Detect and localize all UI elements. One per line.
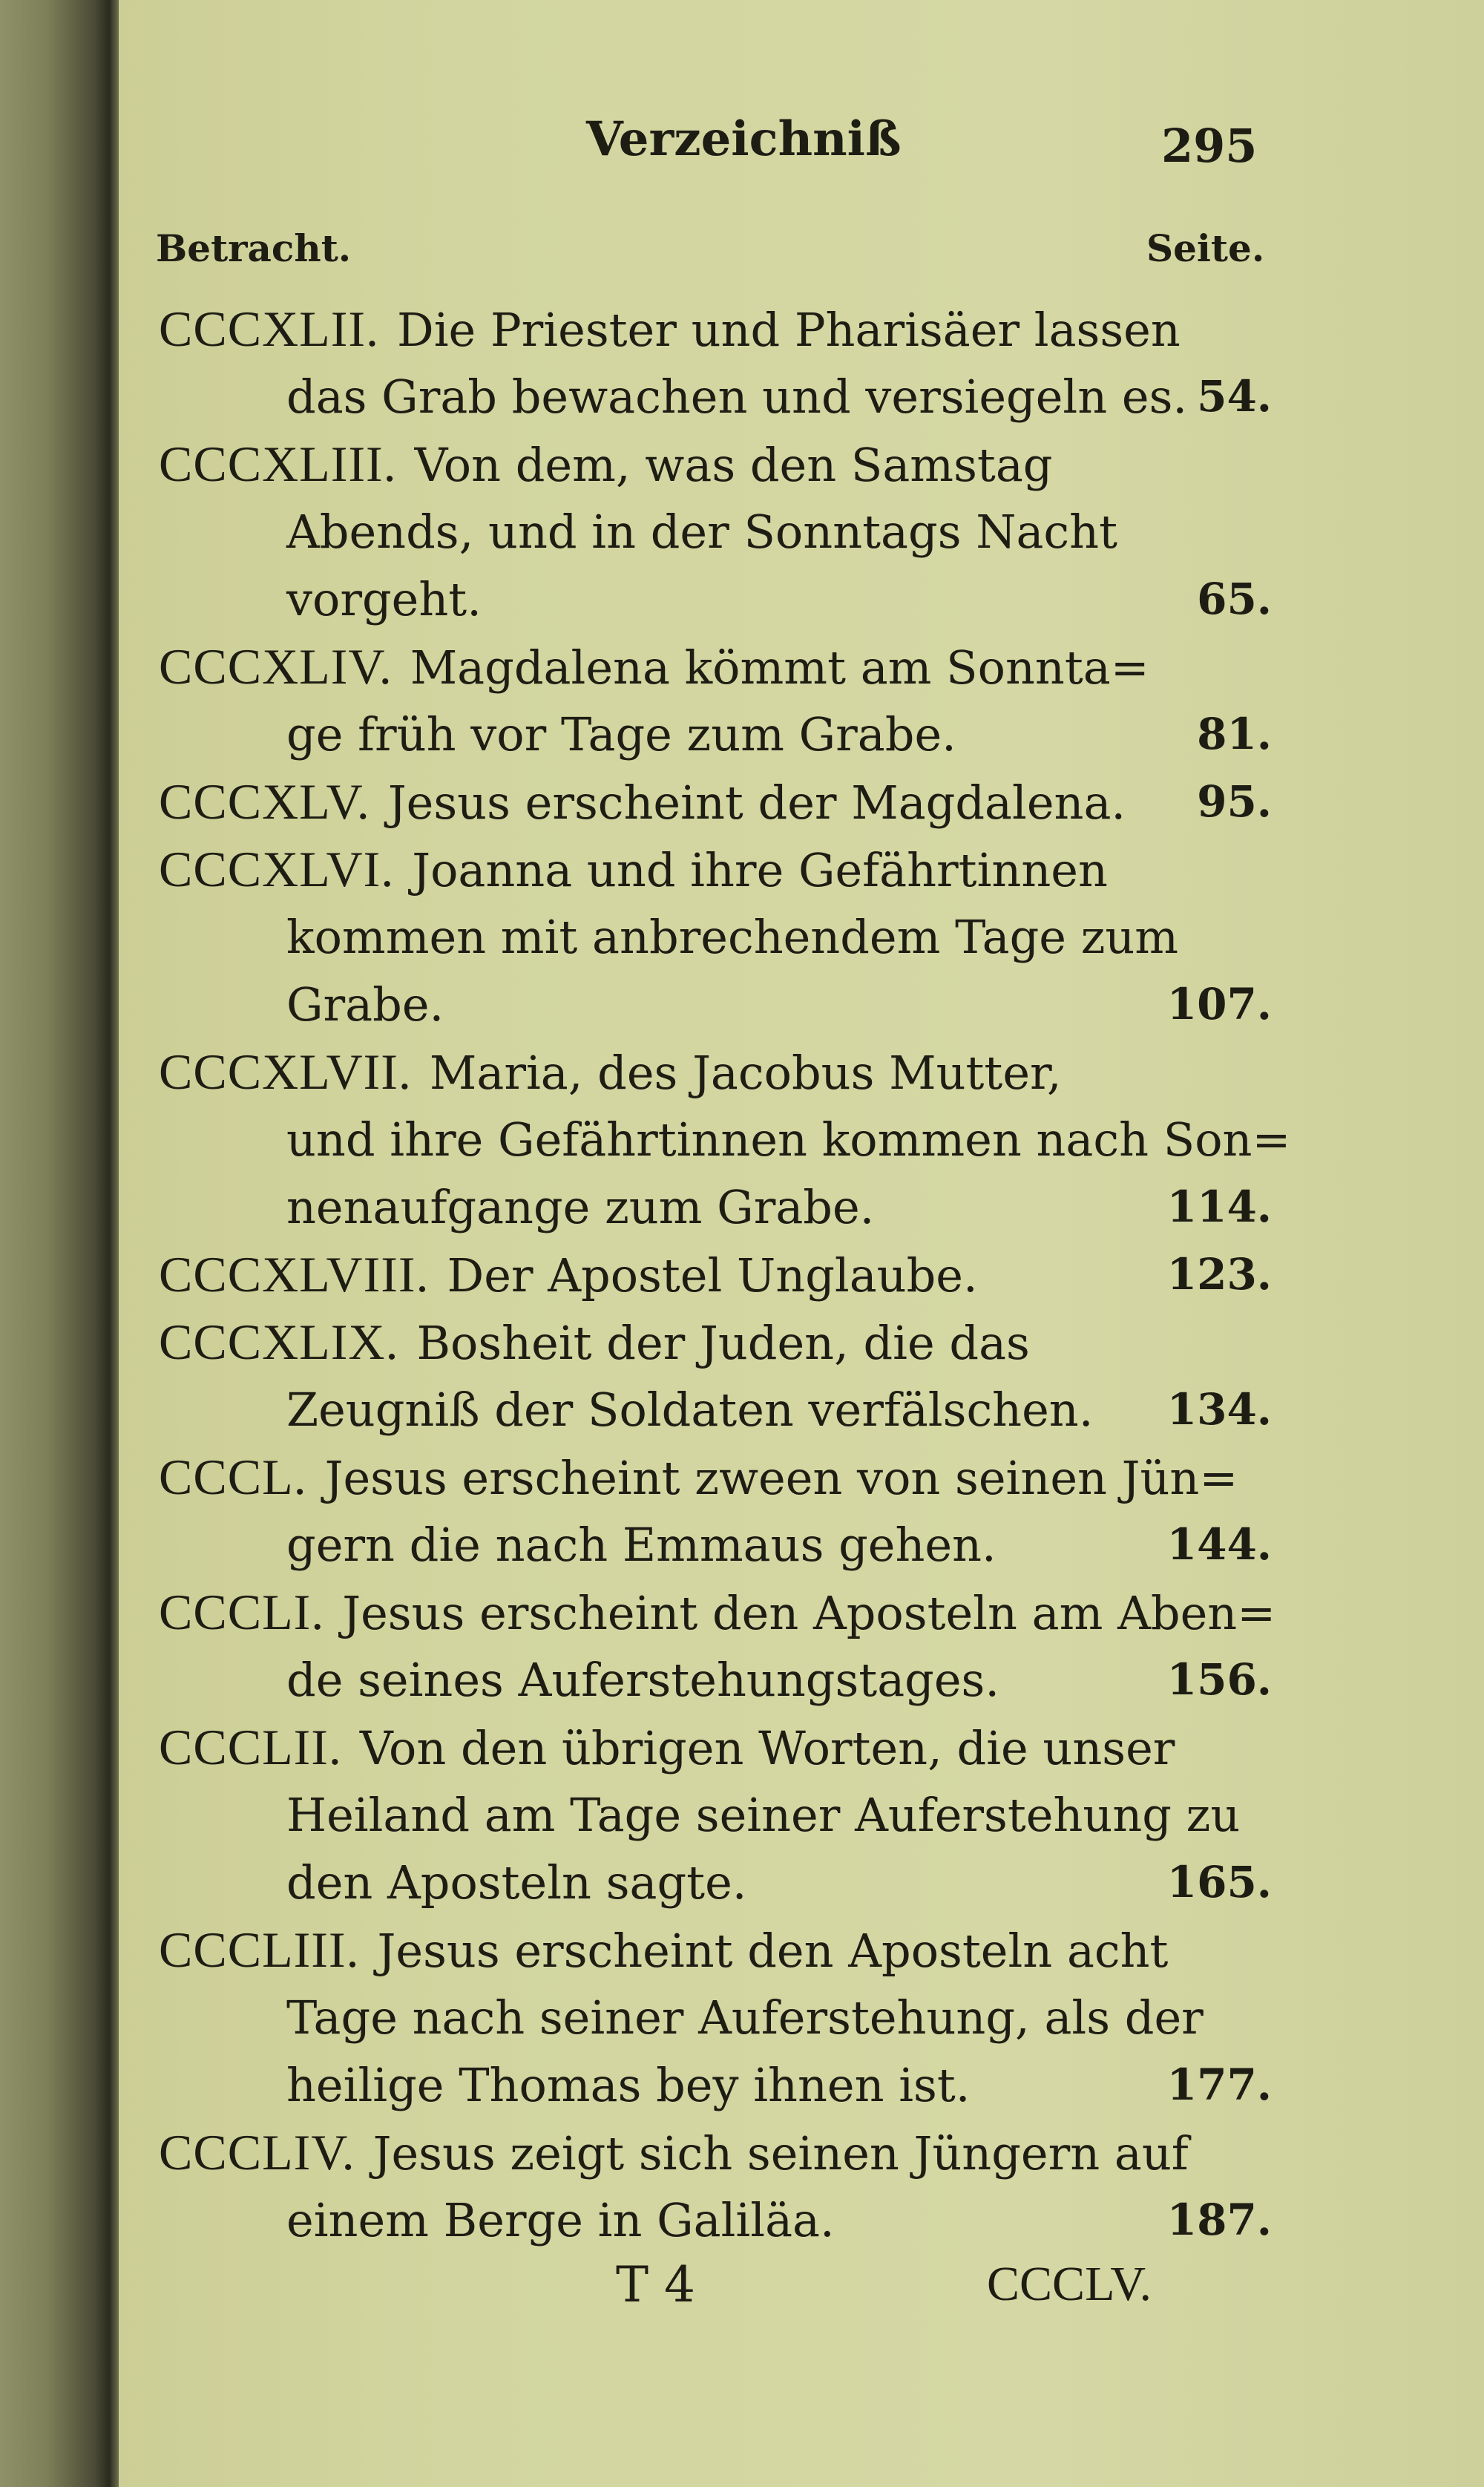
- toc-line: [159, 1444, 1272, 1511]
- chapter-number: CCCLII.: [159, 1719, 342, 1775]
- entry-page-number: 177.: [1166, 2060, 1272, 2110]
- entry-page-number: 165.: [1166, 1857, 1272, 1907]
- entry-page-number: 114.: [1166, 1182, 1272, 1232]
- entry-title-line: Jesus erscheint den Aposteln am Aben=: [342, 1586, 1276, 1640]
- entry-title-line: Jesus erscheint zween von seinen Jün=: [324, 1451, 1238, 1505]
- book-spine-shadow: [0, 0, 119, 2487]
- toc-line: [159, 1376, 1272, 1444]
- chapter-number: CCCLIV.: [159, 2124, 355, 2180]
- entry-title-line: Grabe.: [286, 977, 444, 1032]
- toc-line: [159, 1106, 1291, 1173]
- entry-title-line: Jesus zeigt sich seinen Jüngern auf: [372, 2126, 1189, 2180]
- entry-page-number: 123.: [1166, 1249, 1272, 1300]
- entry-title-line: das Grab bewachen und versiegeln es.: [286, 370, 1188, 424]
- column-header-betracht: Betracht.: [156, 226, 352, 270]
- entry-page-number: 134.: [1166, 1384, 1272, 1435]
- toc-line: [159, 633, 1272, 701]
- entry-title-line: vorgeht.: [286, 572, 482, 626]
- chapter-number: CCCXLVII.: [159, 1043, 412, 1100]
- toc-line: [159, 1241, 1272, 1308]
- entry-title-line: Von den übrigen Worten, die unser: [359, 1721, 1175, 1775]
- page-header: [0, 111, 1484, 186]
- entry-page-number: 107.: [1166, 979, 1272, 1029]
- toc-line: [159, 1173, 1272, 1241]
- toc-line: [159, 498, 1272, 566]
- toc-line: [159, 566, 1272, 633]
- toc-line: [159, 1984, 1272, 2051]
- toc-line: [159, 768, 1272, 836]
- entry-page-number: 54.: [1197, 371, 1272, 422]
- signature-mark: T 4: [616, 2256, 695, 2313]
- entry-title-line: Bosheit der Juden, die das: [416, 1316, 1030, 1370]
- toc-line: [159, 430, 1272, 498]
- entry-title-line: Jesus erscheint den Aposteln acht: [377, 1924, 1169, 1978]
- chapter-number: CCCLI.: [159, 1584, 325, 1640]
- entry-title-line: Die Priester und Pharisäer lassen: [397, 303, 1181, 357]
- entry-page-number: 95.: [1197, 776, 1272, 827]
- chapter-number: CCCXLV.: [159, 773, 370, 830]
- toc-line: [159, 1579, 1276, 1646]
- toc-line: [159, 1511, 1272, 1579]
- entry-title-line: kommen mit anbrechendem Tage zum: [286, 910, 1179, 964]
- entry-page-number: 187.: [1166, 2195, 1272, 2245]
- chapter-number: CCCXLIII.: [159, 436, 397, 492]
- entry-title-line: Von dem, was den Samstag: [414, 438, 1053, 492]
- running-title: Verzeichniß: [586, 111, 902, 167]
- toc-line: [159, 1714, 1272, 1781]
- entry-title-line: de seines Auferstehungstages.: [286, 1653, 1000, 1707]
- catchword: CCCLV.: [987, 2257, 1152, 2311]
- entry-title-line: Jesus erscheint der Magdalena.: [387, 776, 1126, 830]
- page-number: 295: [1161, 119, 1258, 173]
- entry-page-number: 156.: [1166, 1654, 1272, 1705]
- entry-title-line: Abends, und in der Sonntags Nacht: [286, 505, 1117, 559]
- entry-title-line: Maria, des Jacobus Mutter,: [429, 1046, 1062, 1100]
- chapter-number: CCCXLIV.: [159, 638, 393, 695]
- chapter-number: CCCXLVIII.: [159, 1246, 430, 1303]
- chapter-number: CCCXLII.: [159, 301, 379, 357]
- toc-line: [159, 295, 1272, 363]
- toc-line: [159, 1781, 1272, 1849]
- entry-title-line: Zeugniß der Soldaten verfälschen.: [286, 1383, 1094, 1437]
- toc-line: [159, 1849, 1272, 1916]
- toc-line: [159, 1038, 1272, 1106]
- entry-title-line: ge früh vor Tage zum Grabe.: [286, 707, 956, 761]
- entry-title-line: nenaufgange zum Grabe.: [286, 1180, 875, 1234]
- column-header-seite: Seite.: [1146, 226, 1265, 270]
- entry-title-line: Tage nach seiner Auferstehung, als der: [286, 1990, 1204, 2045]
- entry-page-number: 65.: [1197, 574, 1272, 624]
- entry-title-line: einem Berge in Galiläa.: [286, 2193, 835, 2247]
- toc-line: [159, 1646, 1272, 1714]
- entry-page-number: 81.: [1197, 709, 1272, 759]
- toc-line: [159, 1916, 1272, 1984]
- toc-line: [159, 1308, 1272, 1376]
- toc-line: [159, 363, 1272, 430]
- toc-line: [159, 836, 1272, 903]
- entry-title-line: Magdalena kömmt am Sonnta=: [410, 640, 1149, 695]
- entry-title-line: gern die nach Emmaus gehen.: [286, 1518, 997, 1572]
- table-of-contents: [159, 295, 1291, 2254]
- chapter-number: CCCLIII.: [159, 1921, 360, 1978]
- chapter-number: CCCXLVI.: [159, 841, 395, 897]
- entry-title-line: Der Apostel Unglaube.: [447, 1248, 978, 1303]
- chapter-number: CCCXLIX.: [159, 1314, 399, 1370]
- toc-line: [159, 903, 1272, 971]
- toc-line: [159, 2186, 1272, 2254]
- entry-page-number: 144.: [1166, 1519, 1272, 1570]
- entry-title-line: Heiland am Tage seiner Auferstehung zu: [286, 1788, 1241, 1842]
- toc-line: [159, 701, 1272, 768]
- entry-title-line: den Aposteln sagte.: [286, 1855, 747, 1910]
- entry-title-line: Joanna und ihre Gefährtinnen: [412, 843, 1108, 897]
- toc-line: [159, 2119, 1272, 2186]
- toc-line: [159, 2051, 1272, 2119]
- entry-title-line: und ihre Gefährtinnen kommen nach Son=: [286, 1113, 1291, 1167]
- chapter-number: CCCL.: [159, 1449, 307, 1505]
- toc-line: [159, 971, 1272, 1038]
- entry-title-line: heilige Thomas bey ihnen ist.: [286, 2058, 971, 2112]
